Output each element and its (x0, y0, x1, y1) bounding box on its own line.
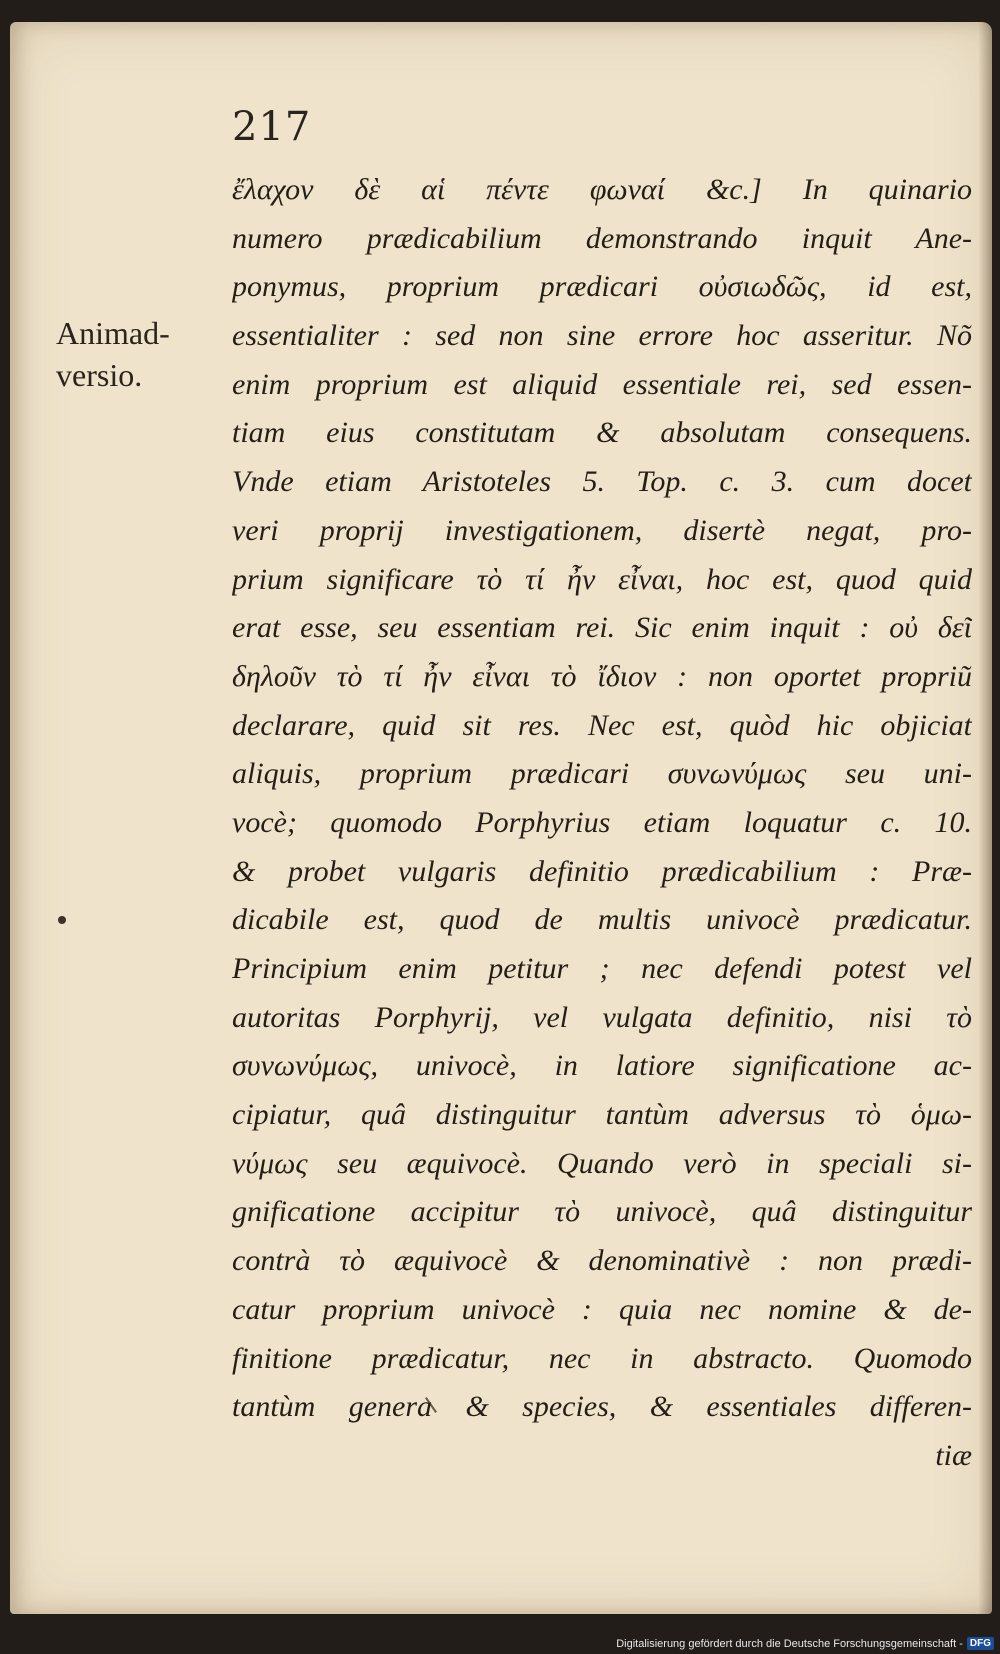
text-line: δηλοῦν τὸ τί ἦν εἶναι τὸ ἴδιον : non oportet propriũ (232, 659, 972, 693)
text-line: erat esse, seu essentiam rei. Sic enim inquit : οὐ δεῖ (232, 611, 972, 645)
text-line: tantùm genera & species, & essentiales differen- (232, 1390, 972, 1424)
text-line: συνωνύμως, univocè, in latiore significatione ac- (232, 1049, 972, 1083)
digitization-footer (616, 1637, 994, 1650)
page-number: 217 (232, 104, 312, 150)
text-line: enim proprium est aliquid essentiale rei, sed essen- (232, 367, 972, 401)
text-line: Vnde etiam Aristoteles 5. Top. c. 3. cum docet (232, 465, 972, 499)
footer-credit-text: Digitalisierung gefördert durch die Deutsche Forschungsgemeinschaft - (616, 1637, 963, 1650)
text-line: ἔλαχον δὲ αἱ πέντε φωναί &c.] In quinario (232, 173, 972, 206)
text-line: tiam eius constitutam & absolutam consequens. (232, 416, 972, 450)
text-line: ponymus, proprium prædicari οὐσιωδῶς, id est, (232, 270, 972, 304)
text-line: νύμως seu æquivocè. Quando verò in speciali si- (232, 1146, 972, 1180)
text-line: vocè; quomodo Porphyrius etiam loquatur c. 10. (232, 805, 972, 839)
text-line: dicabile est, quod de multis univocè prædicatur. (232, 903, 972, 937)
text-line: contrà τὸ æquivocè & denominativè : non prædi- (232, 1244, 972, 1278)
text-line: & probet vulgaris definitio prædicabilium : Præ- (232, 854, 972, 888)
body-text (232, 166, 972, 1481)
text-line: catur proprium univocè : quia nec nomine & de- (232, 1292, 972, 1326)
text-line: cipiatur, quâ distinguitur tantùm adversus τὸ ὁμω- (232, 1098, 972, 1132)
margin-note-line: versio. (56, 357, 143, 393)
text-line: Principium enim petitur ; nec defendi potest vel (232, 952, 972, 985)
margin-dot-mark (58, 916, 66, 924)
text-line: finitione prædicatur, nec in abstracto. Quomodo (232, 1341, 972, 1375)
text-line: essentialiter : sed non sine errore hoc asseritur. Nõ (232, 319, 972, 353)
page-edge-shadow (978, 22, 992, 1614)
text-line: veri proprij investigationem, disertè negat, pro- (232, 513, 972, 547)
dfg-logo: DFG (967, 1637, 994, 1650)
text-line: autoritas Porphyrij, vel vulgata definitio, nisi τὸ (232, 1000, 972, 1034)
text-line: aliquis, proprium prædicari συνωνύμως seu uni- (232, 757, 972, 791)
margin-note-line: Animad- (56, 315, 170, 351)
text-line: numero prædicabilium demonstrando inquit Ane- (232, 221, 972, 255)
margin-note (56, 312, 170, 396)
text-line: declarare, quid sit res. Nec est, quòd hic objiciat (232, 708, 972, 742)
text-line-catchword: tiæ (935, 1438, 972, 1472)
text-line: gnificatione accipitur τὸ univocè, quâ distinguitur (232, 1195, 972, 1229)
text-line: prium significare τὸ τί ἦν εἶναι, hoc est, quod quid (232, 562, 972, 596)
